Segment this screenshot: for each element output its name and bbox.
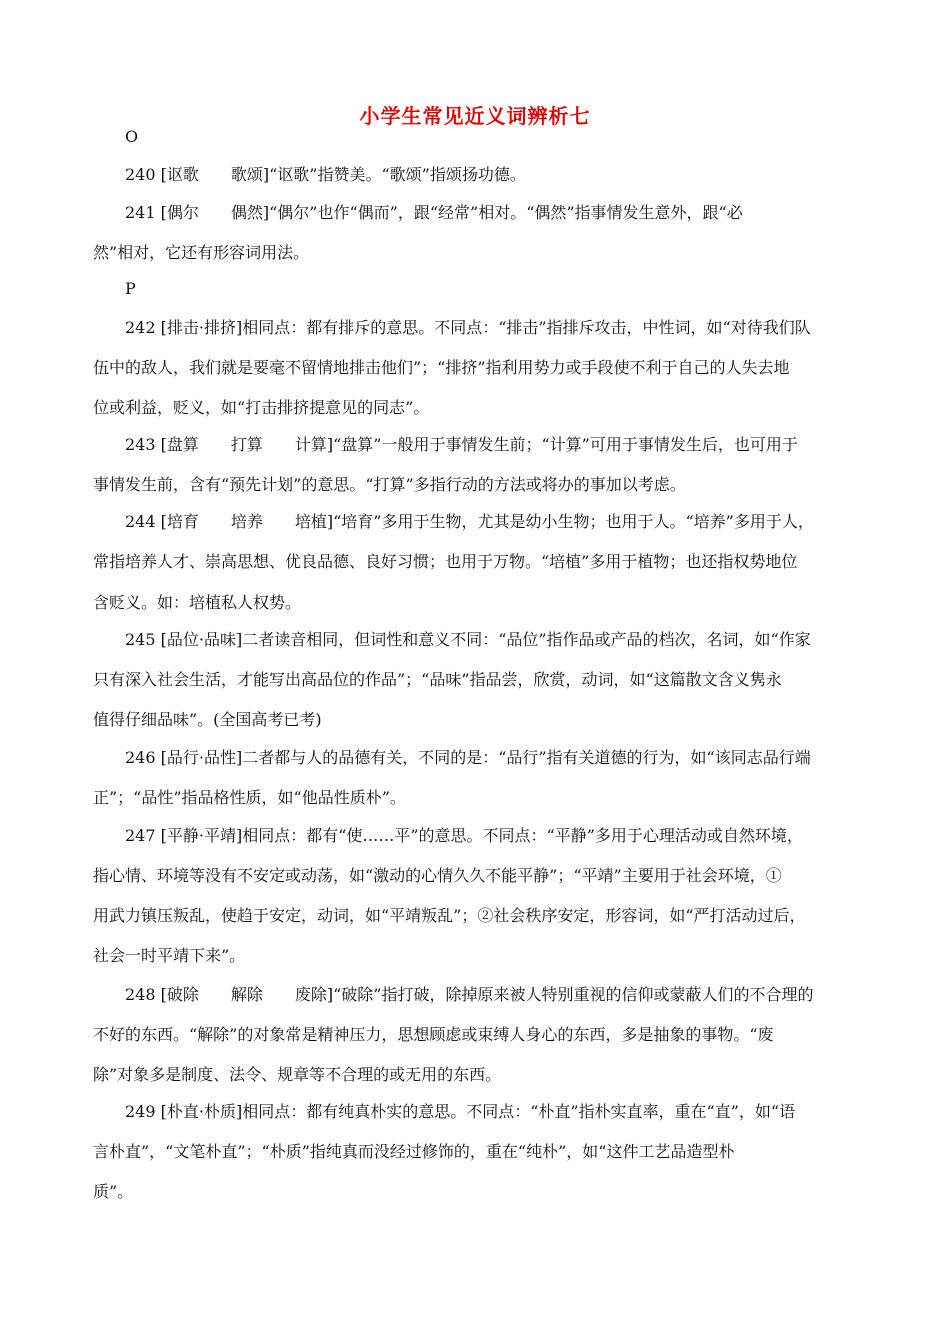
entry-246-cont: 正”；“品性”指品格性质，如“他品性质朴”。	[93, 788, 406, 807]
entry-243: 243 [盘算 打算 计算]“盘算”一般用于事情发生前；“计算”可用于事情发生后，也可用于	[125, 435, 798, 454]
entry-243-cont: 事情发生前，含有“预先计划”的意思。“打算”多指行动的方法或将办的事加以考虑。	[93, 475, 686, 494]
entry-242-cont-2: 位或利益，贬义，如“打击排挤提意见的同志”。	[93, 398, 430, 417]
section-letter-p: P	[125, 279, 136, 298]
entry-244-cont-2: 含贬义。如：培植私人权势。	[93, 593, 302, 612]
entry-247-cont-2: 用武力镇压叛乱，使趋于安定，动词，如“平靖叛乱”；②社会秩序安定，形容词，如“严打活动过后，	[93, 906, 806, 925]
entry-240: 240 [讴歌 歌颂]“讴歌”指赞美。“歌颂”指颂扬功德。	[125, 165, 526, 184]
entry-247-cont-3: 社会一时平靖下来”。	[93, 946, 246, 965]
entry-241: 241 [偶尔 偶然]“偶尔”也作“偶而”，跟“经常”相对。“偶然”指事情发生意外，跟“必	[125, 203, 743, 222]
entry-249-cont-2: 质”。	[93, 1182, 134, 1201]
entry-248-cont-1: 不好的东西。“解除”的对象常是精神压力，思想顾虑或束缚人身心的东西，多是抽象的事物。“废	[93, 1025, 774, 1044]
entry-245-cont-1: 只有深入社会生活，才能写出高品位的作品”；“品味”指品尝，欣赏，动词，如“这篇散文含义隽永	[93, 670, 782, 689]
document-title: 小学生常见近义词辨析七	[359, 104, 591, 128]
entry-247: 247 [平静·平靖]相同点：都有“使……平”的意思。不同点：“平静”多用于心理活动或自然环境，	[125, 826, 803, 845]
entry-245: 245 [品位·品味]二者读音相同，但词性和意义不同：“品位”指作品或产品的档次，名词，如“作家	[125, 630, 811, 649]
entry-248-cont-2: 除”对象多是制度、法令、规章等不合理的或无用的东西。	[93, 1065, 502, 1084]
entry-245-cont-2: 值得仔细品味”。(全国高考已考)	[93, 710, 322, 729]
entry-246: 246 [品行·品性]二者都与人的品德有关，不同的是：“品行”指有关道德的行为，如“该同志品行端	[125, 748, 811, 767]
entry-244: 244 [培育 培养 培植]“培育”多用于生物，尤其是幼小生物；也用于人。“培养”多用于人，	[125, 512, 814, 531]
entry-244-cont-1: 常指培养人才、崇高思想、优良品德、良好习惯；也用于万物。“培植”多用于植物；也还指权势地位	[93, 552, 798, 571]
entry-247-cont-1: 指心情、环境等没有不安定或动荡，如“激动的心情久久不能平静”；“平靖”主要用于社会环境，①	[93, 866, 782, 885]
entry-241-cont: 然”相对，它还有形容词用法。	[93, 243, 310, 262]
entry-249-cont-1: 言朴直”，“文笔朴直”；“朴质”指纯真而没经过修饰的，重在“纯朴”，如“这件工艺品造型朴	[93, 1142, 735, 1161]
entry-242: 242 [排击·排挤]相同点：都有排斥的意思。不同点：“排击”指排斥攻击，中性词，如“对待我们队	[125, 318, 811, 337]
section-letter-o: O	[125, 127, 139, 146]
entry-242-cont-1: 伍中的敌人，我们就是要毫不留情地排击他们”；“排挤”指利用势力或手段使不利于自己的人失去地	[93, 358, 790, 377]
entry-248: 248 [破除 解除 废除]“破除”指打破，除掉原来被人特别重视的信仰或蒙蔽人们的不合理的	[125, 985, 814, 1004]
entry-249: 249 [朴直·朴质]相同点：都有纯真朴实的意思。不同点：“朴直”指朴实直率，重在“直”，如“语	[125, 1102, 796, 1121]
